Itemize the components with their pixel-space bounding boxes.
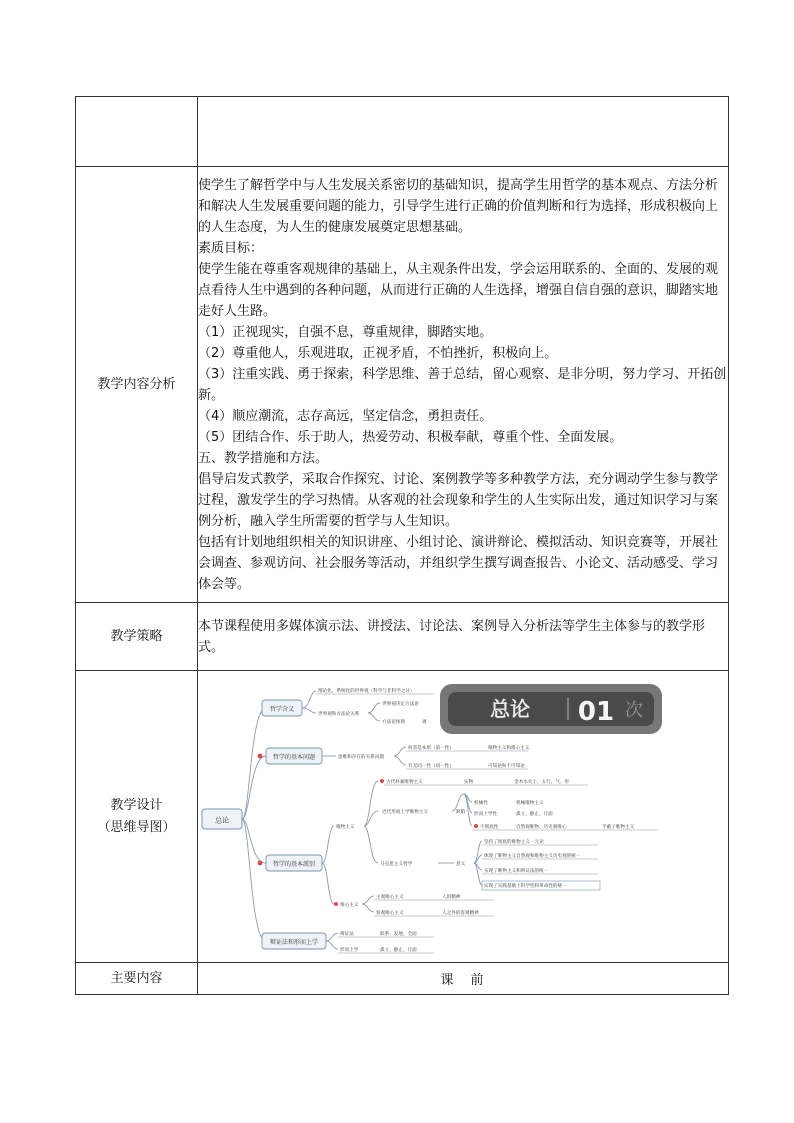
minus-icon [474,824,478,828]
main-content-row [76,963,729,995]
mm-text: 思维和存在的关系问题 [338,754,384,760]
mm-text: 辩证法 [340,931,354,937]
minus-icon [334,902,338,906]
mm-text: 缺陷 [456,809,466,815]
empty-top-row [76,97,729,167]
design-label [76,671,198,963]
strategy-text: 本节课程使用多媒体演示法、讲授法、讨论法、案例导入分析法等学生主体参与的教学形式。 [198,603,729,671]
mm-text: 古代朴素唯物主义 [386,779,423,785]
empty-label-cell [76,97,198,167]
analysis-paragraph: 使学生能在尊重客观规律的基础上，从主观条件出发，学会运用联系的、全面的、发展的观点看待人生中遇到的各种问题，从而进行正确的人生选择，增强自信自强的意识，脚踏实地走好人生路。 [198,261,719,319]
mm-text: 不彻底性 [480,824,499,830]
idealism-group [334,893,494,916]
analysis-paragraph: 倡导启发式教学，采取合作探究、讨论、案例教学等多种教学方法，充分调动学生参与教学过程，激发学生的学习热情。从客观的社会现象和学生的人生实际出发，通过知识学习与案例分析，融入学生所需要的哲学与人生知识。 [198,471,719,529]
branch2-children [338,744,530,769]
analysis-paragraph: 素质目标： [198,240,264,256]
mm-text: 自然观唯物、历史观唯心 [516,824,567,830]
mm-text: 世界观和方法论关系 [318,711,360,717]
mm-text: 体现了唯物主义自然观和唯物主义历史观的统一 [484,853,581,859]
dialectics-group [338,930,434,953]
mm-text: 金木水火土、五行、气、形 [514,779,570,785]
mindmap-root-label: 总论 [215,816,229,824]
banner-suffix: 次 [625,699,643,721]
minus-icon [380,779,384,783]
mm-text: 唯物主义 [336,824,355,830]
mm-text: 形而上学 [340,947,359,953]
mm-text: 可知论和不可知论 [488,763,525,769]
banner-number: 01 [577,696,615,727]
mindmap-diagram [198,678,710,956]
analysis-paragraph: （3）注重实践、勇于探索，科学思维、善于总结，留心观察、是非分明，努力学习、开拓创新。 [198,366,727,403]
design-row [76,671,729,963]
main-content-label: 主要内容 [76,963,198,995]
mm-text: 理论化、系统化的世界观（科学与非科学之分） [318,688,415,694]
strategy-label: 教学策略 [76,603,198,671]
mm-text: 有无同一性（同一性） [408,763,454,769]
branch-label-1: 哲学含义 [269,705,295,713]
mm-text: 客观唯心主义 [376,910,404,916]
section-banner [440,684,662,734]
design-label-line2: （思维导图） [97,819,176,835]
mm-text: 联系、发展、全面 [380,931,417,937]
mm-text: 实物 [464,779,474,785]
mindmap-cell [198,671,729,963]
design-label-line1: 教学设计 [110,797,163,813]
mm-text: 观 [422,719,427,725]
branch-label-2: 哲学的基本问题 [272,753,316,761]
mm-text: 方法论体现 [382,719,405,725]
mm-text: 形而上学性 [474,811,497,817]
mm-text: 孤立、静止、片面 [380,947,417,953]
mm-text: 人的精神 [442,894,461,900]
main-content-value: 课 前 [198,963,729,995]
content-analysis-label: 教学内容分析 [76,167,198,603]
minus-icon [258,860,263,865]
content-analysis-text [198,167,729,603]
mm-text: 近代形而上学唯物主义 [382,809,428,815]
mm-text: 何者是本原（第一性） [408,745,454,751]
mm-text: 实现了唯物主义和辩证法的统一 [484,868,549,874]
analysis-paragraph: （5）团结合作、乐于助人，热爱劳动、积极奉献，尊重个性、全面发展。 [198,429,623,445]
banner-title: 总论 [490,696,530,721]
analysis-paragraph: 包括有计划地组织相关的知识讲座、小组讨论、演讲辩论、模拟活动、知识竞赛等，开展社会调查、参观访问、社会服务等活动，并组织学生撰写调查报告、小论文、活动感受、学习体会等。 [198,534,719,592]
mm-text: 半截子唯物主义 [602,824,635,830]
mm-text: 唯心主义 [340,902,359,908]
mm-text: 主观唯心主义 [376,894,404,900]
mm-text: 唯物主义和唯心主义 [488,745,530,751]
mm-text: 机械性 [474,800,488,806]
lesson-plan-table [75,96,729,995]
empty-content-cell [198,97,729,167]
mm-text: 世界观决定方法论 [382,701,419,707]
mm-text: 意义 [456,861,466,867]
marxist-group [380,838,600,890]
analysis-paragraph: 五、教学措施和方法。 [198,450,329,466]
mm-text: 孤立、静止、片面 [516,811,553,817]
mm-text: 人之外的客观精神 [442,910,479,916]
analysis-paragraph: （1）正视现实，自强不息，尊重规律，脚踏实地。 [198,324,493,340]
mm-text: 实现了实践基础上科学性和革命性的统一 [484,883,567,889]
content-analysis-row [76,167,729,603]
strategy-row [76,603,729,671]
analysis-paragraph: （2）尊重他人，乐观进取，正视矛盾，不怕挫折，积极向上。 [198,345,558,361]
analysis-paragraph: （4）顺应潮流，志存高远，坚定信念，勇担责任。 [198,408,493,424]
minus-icon [258,753,263,758]
branch-label-4: 辩证法和形而上学 [269,938,319,946]
materialism-group [336,778,658,830]
analysis-paragraph: 使学生了解哲学中与人生发展关系密切的基础知识，提高学生用哲学的基本观点、方法分析和解决人生发展重要问题的能力，引导学生进行正确的价值判断和行为选择，形成积极向上的人生态度，为人生的健康发展奠定思想基础。 [198,177,719,235]
mm-text: 机械唯物主义 [516,800,544,806]
mm-text: 马克思主义哲学 [380,861,413,867]
mm-text: 坚持了彻底的唯物主义一元论 [484,839,544,845]
branch-label-3: 哲学的基本派别 [272,860,316,868]
